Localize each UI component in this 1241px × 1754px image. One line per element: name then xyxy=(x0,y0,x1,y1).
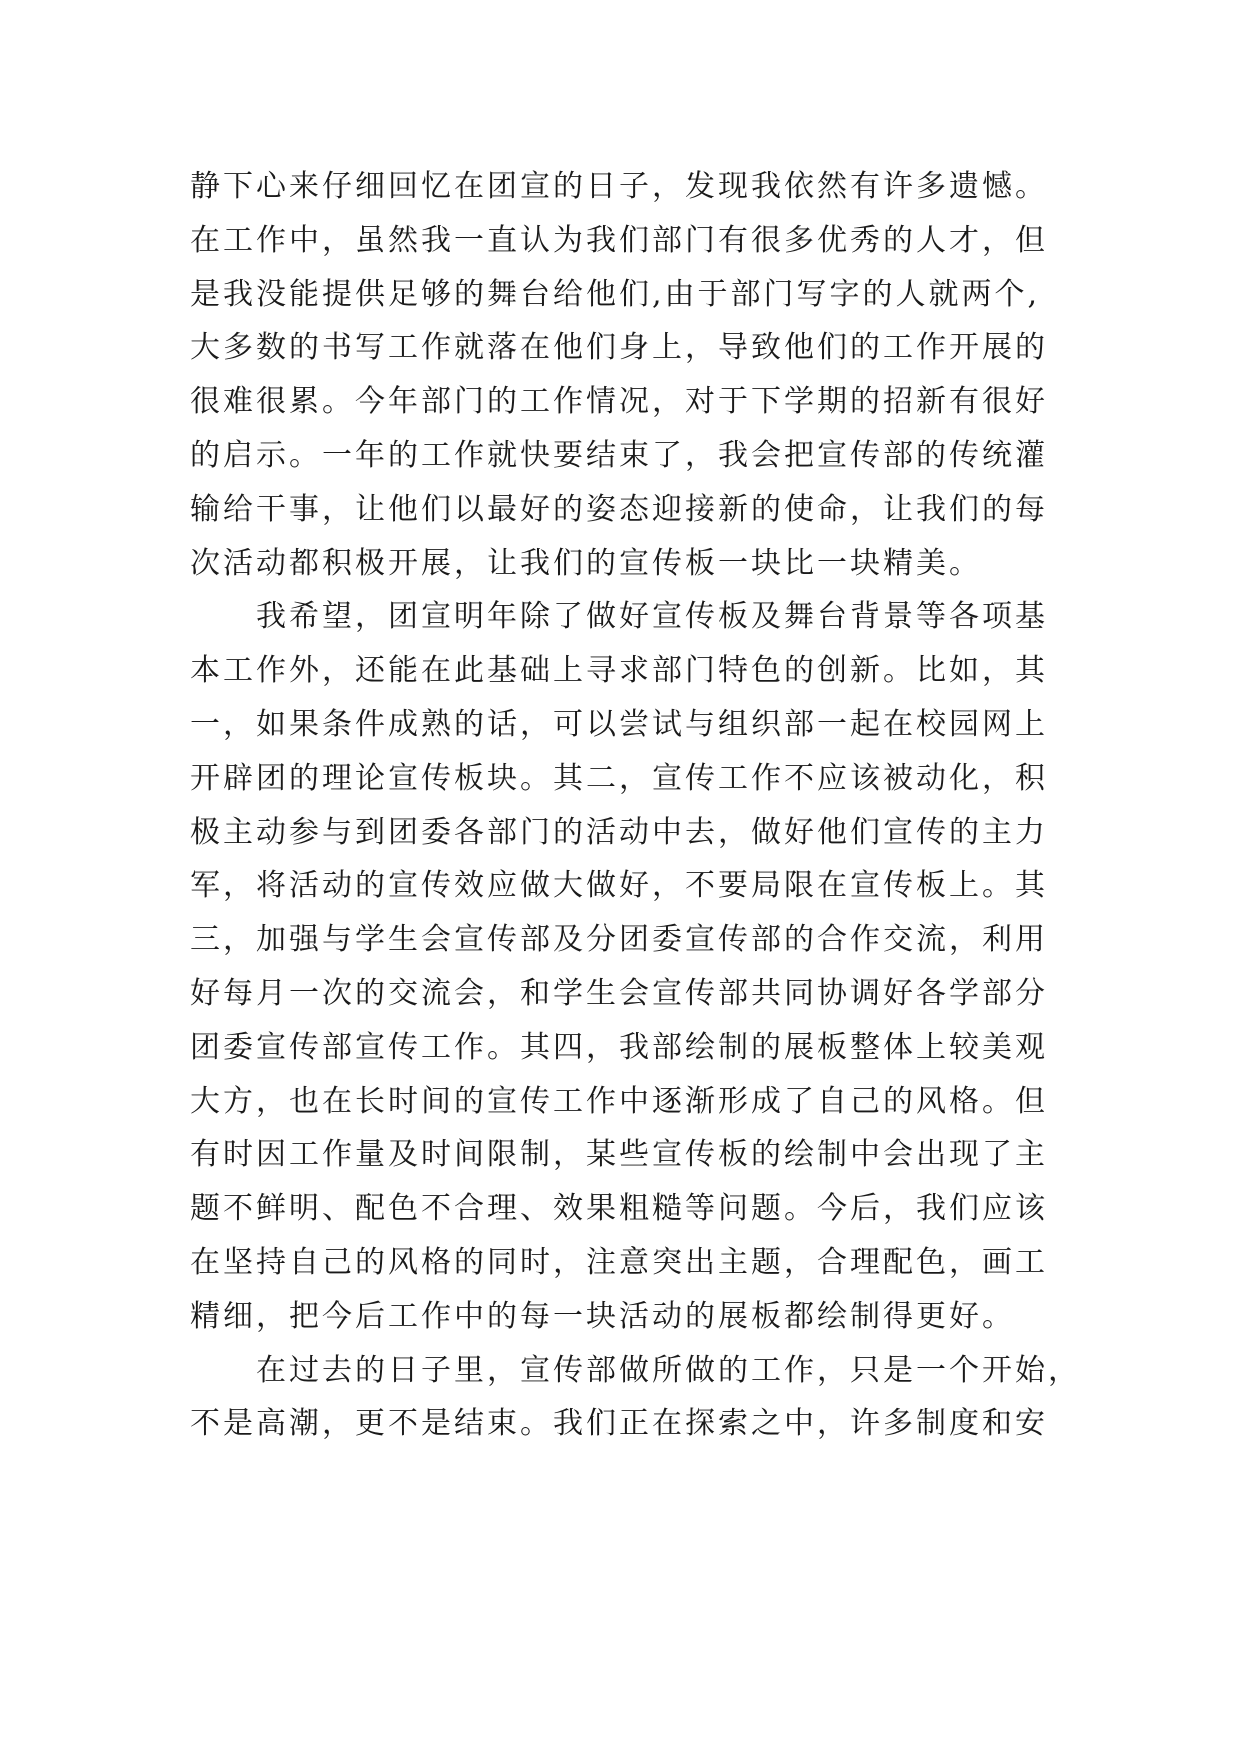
text-line: 三，加强与学生会宣传部及分团委宣传部的合作交流，利用 xyxy=(190,922,1048,958)
text-line: 开辟团的理论宣传板块。其二，宣传工作不应该被动化，积 xyxy=(190,760,1048,796)
text-line: 团委宣传部宣传工作。其四，我部绘制的展板整体上较美观 xyxy=(190,1029,1048,1065)
paragraph-start-line: 在过去的日子里，宣传部做所做的工作，只是一个开始， xyxy=(256,1352,1081,1388)
text-line: 的启示。一年的工作就快要结束了，我会把宣传部的传统灌 xyxy=(190,437,1048,473)
text-line: 在坚持自己的风格的同时，注意突出主题，合理配色，画工 xyxy=(190,1244,1048,1280)
text-line: 在工作中，虽然我一直认为我们部门有很多优秀的人才，但 xyxy=(190,222,1048,258)
text-line: 有时因工作量及时间限制，某些宣传板的绘制中会出现了主 xyxy=(190,1137,1048,1173)
text-line: 次活动都积极开展，让我们的宣传板一块比一块精美。 xyxy=(190,545,982,581)
text-line: 精细，把今后工作中的每一块活动的展板都绘制得更好。 xyxy=(190,1298,1015,1334)
text-line: 大多数的书写工作就落在他们身上，导致他们的工作开展的 xyxy=(190,330,1048,366)
text-line: 很难很累。今年部门的工作情况，对于下学期的招新有很好 xyxy=(190,384,1048,420)
text-line: 一，如果条件成熟的话，可以尝试与组织部一起在校园网上 xyxy=(190,706,1048,742)
text-line: 题不鲜明、配色不合理、效果粗糙等问题。今后，我们应该 xyxy=(190,1191,1048,1227)
text-line: 军，将活动的宣传效应做大做好，不要局限在宣传板上。其 xyxy=(190,868,1048,904)
text-line: 极主动参与到团委各部门的活动中去，做好他们宣传的主力 xyxy=(190,814,1048,850)
body-text xyxy=(190,160,1090,1451)
paragraph-start-line: 我希望，团宣明年除了做好宣传板及舞台背景等各项基 xyxy=(256,599,1048,635)
text-line: 大方，也在长时间的宣传工作中逐渐形成了自己的风格。但 xyxy=(190,1083,1048,1119)
text-line: 不是高潮，更不是结束。我们正在探索之中，许多制度和安 xyxy=(190,1406,1048,1442)
text-line: 本工作外，还能在此基础上寻求部门特色的创新。比如，其 xyxy=(190,653,1048,689)
text-line: 是我没能提供足够的舞台给他们,由于部门写字的人就两个, xyxy=(190,276,1041,312)
text-line: 输给干事，让他们以最好的姿态迎接新的使命，让我们的每 xyxy=(190,491,1048,527)
text-line: 静下心来仔细回忆在团宣的日子，发现我依然有许多遗憾。 xyxy=(190,169,1048,204)
text-line: 好每月一次的交流会，和学生会宣传部共同协调好各学部分 xyxy=(190,975,1048,1011)
